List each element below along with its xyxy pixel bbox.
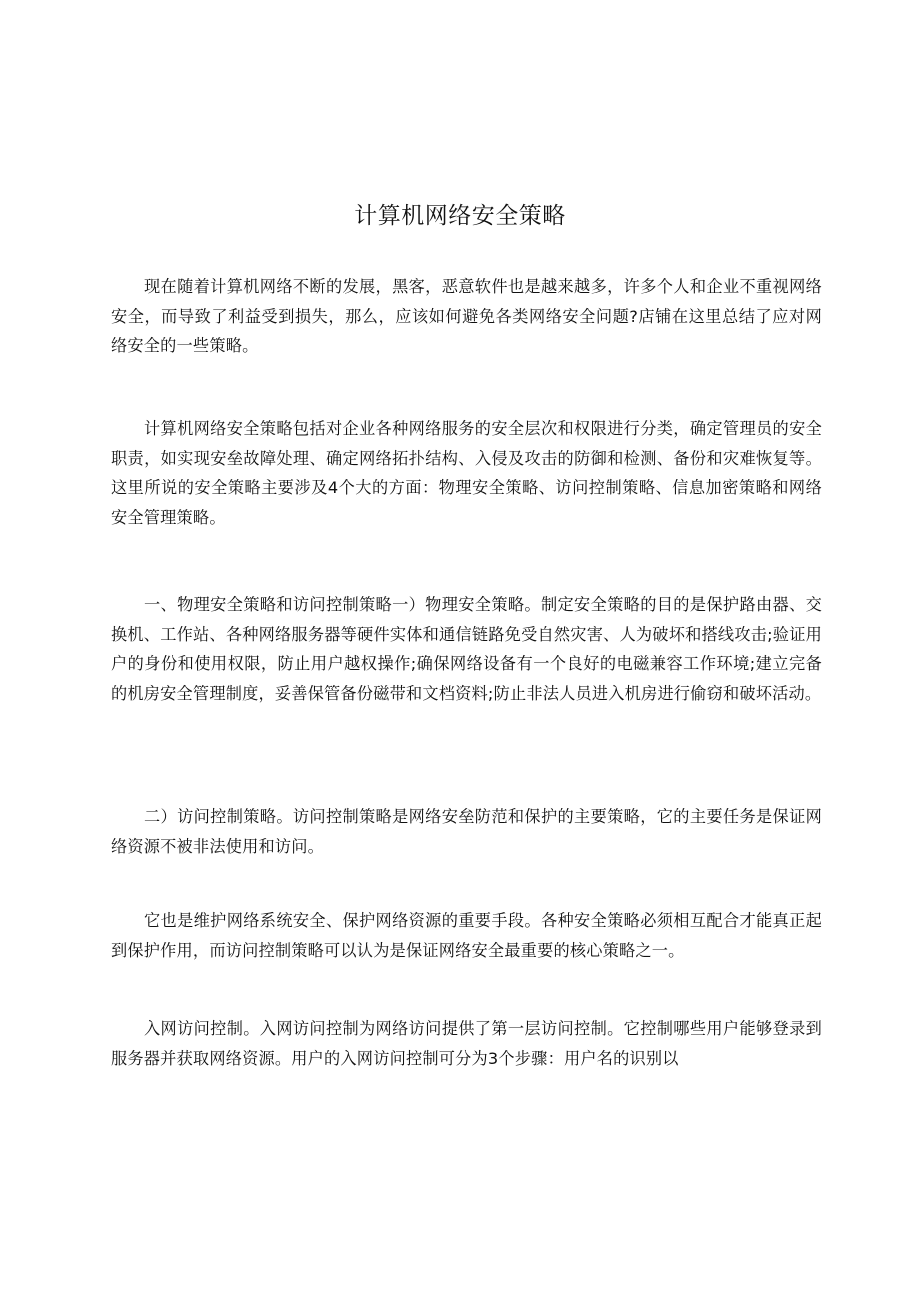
document-title: 计算机网络安全策略 (354, 203, 566, 229)
paragraph-intro: 现在随着计算机网络不断的发展，黑客，恶意软件也是越来越多，许多个人和企业不重视网络安全，而导致了利益受到损失，那么，应该如何避免各类网络安全问题?店铺在这里总结了应对网络安全的一些策略。 (111, 277, 822, 356)
paragraph-access-control-importance: 它也是维护网络系统安全、保护网络资源的重要手段。各种安全策略必须相互配合才能真正起到保护作用，而访问控制策略可以认为是保证网络安全最重要的核心策略之一。 (111, 911, 822, 960)
paragraph-physical-security: 一、物理安全策略和访问控制策略一）物理安全策略。制定安全策略的目的是保护路由器、交换机、工作站、各种网络服务器等硬件实体和通信链路免受自然灾害、人为破坏和搭线攻击;验证用户的身份和使用权限，防止用户越权操作;确保网络设备有一个良好的电磁兼容工作环境;建立完备的机房安全管理制度，妥善保管备份磁带和文档资料;防止非法人员进入机房进行偷窃和破坏活动。 (111, 595, 822, 703)
paragraph-access-control: 二）访问控制策略。访问控制策略是网络安垒防范和保护的主要策略，它的主要任务是保证网络资源不被非法使用和访问。 (111, 807, 822, 856)
paragraph-policy-overview: 计算机网络安全策略包括对企业各种网络服务的安全层次和权限进行分类，确定管理员的安全职责，如实现安垒故障处理、确定网络拓扑结构、入侵及攻击的防御和检测、备份和灾难恢复等。这里所说的安全策略主要涉及4个大的方面：物理安全策略、访问控制策略、信息加密策略和网络安全管理策略。 (111, 419, 822, 527)
paragraph-network-access-control: 入网访问控制。入网访问控制为网络访问提供了第一层访问控制。它控制哪些用户能够登录到服务器并获取网络资源。用户的入网访问控制可分为3个步骤：用户名的识别以 (111, 1019, 822, 1068)
